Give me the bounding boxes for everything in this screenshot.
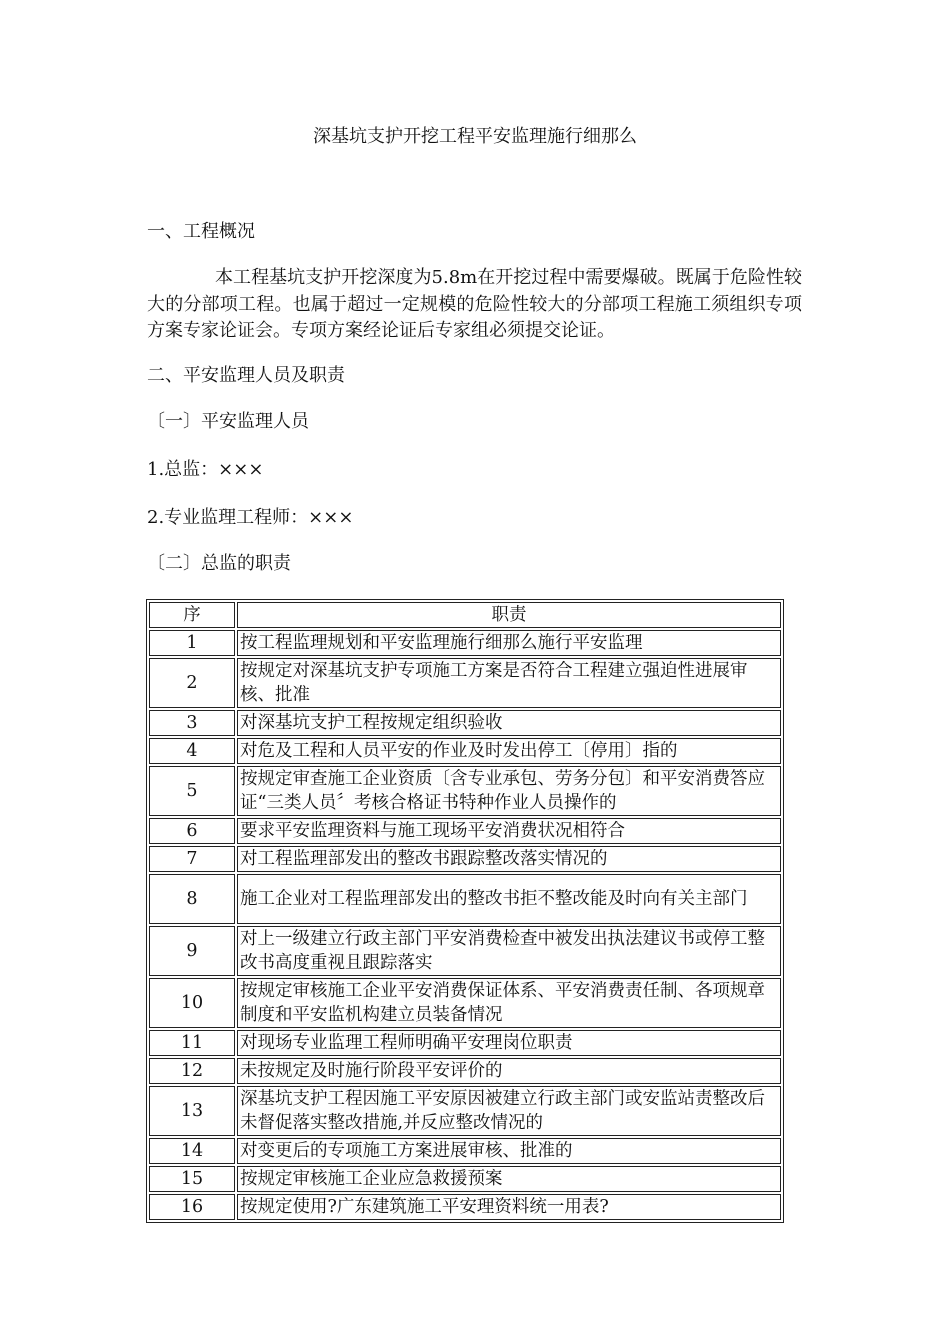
- row-number: 9: [149, 926, 235, 976]
- table-row: [149, 1030, 781, 1056]
- row-duty: 对变更后的专项施工方案进展审核、批准的: [237, 1138, 781, 1164]
- row-duty: 对工程监理部发出的整改书跟踪整改落实情况的: [237, 846, 781, 872]
- row-duty: 对上一级建立行政主部门平安消费检查中被发出执法建议书或停工整改书高度重视且跟踪落实: [237, 926, 781, 976]
- table-row: [149, 766, 781, 816]
- row-number: 13: [149, 1086, 235, 1136]
- row-number: 2: [149, 658, 235, 708]
- row-number: 8: [149, 874, 235, 924]
- table-row: [149, 1138, 781, 1164]
- table-row: [149, 1058, 781, 1084]
- table-row: [149, 1086, 781, 1136]
- row-duty: 按规定审核施工企业应急救援预案: [237, 1166, 781, 1192]
- row-number: 11: [149, 1030, 235, 1056]
- row-number: 4: [149, 738, 235, 764]
- specialist-engineer-line: 2.专业监理工程师：×××: [147, 507, 354, 528]
- row-duty: 未按规定及时施行阶段平安评价的: [237, 1058, 781, 1084]
- overview-paragraph: 本工程基坑支护开挖深度为5.8m在开挖过程中需要爆破。既属于危险性较大的分部项工程。也属于超过一定规模的危险性较大的分部项工程施工须组织专项方案专家论证会。专项方案经论证后专家组必须提交论证。: [147, 267, 802, 341]
- column-header-number: 序: [149, 602, 235, 628]
- table-row: [149, 658, 781, 708]
- subsection-duties-heading: 〔二〕总监的职责: [147, 553, 291, 574]
- row-number: 3: [149, 710, 235, 736]
- row-duty: 要求平安监理资料与施工现场平安消费状况相符合: [237, 818, 781, 844]
- row-duty: 深基坑支护工程因施工平安原因被建立行政主部门或安监站责整改后未督促落实整改措施,并反应整改情况的: [237, 1086, 781, 1136]
- table-row: [149, 978, 781, 1028]
- row-duty: 对危及工程和人员平安的作业及时发出停工〔停用〕指的: [237, 738, 781, 764]
- row-number: 12: [149, 1058, 235, 1084]
- duties-table: [146, 599, 784, 1223]
- subsection-personnel-heading: 〔一〕平安监理人员: [147, 411, 309, 432]
- row-number: 5: [149, 766, 235, 816]
- table-row: [149, 630, 781, 656]
- table-header-row: [149, 602, 781, 628]
- row-duty: 按规定审核施工企业平安消费保证体系、平安消费责任制、各项规章制度和平安监机构建立员装备情况: [237, 978, 781, 1028]
- row-number: 14: [149, 1138, 235, 1164]
- row-number: 15: [149, 1166, 235, 1192]
- table-row: [149, 874, 781, 924]
- row-duty: 按规定对深基坑支护专项施工方案是否符合工程建立强迫性进展审核、批准: [237, 658, 781, 708]
- table-row: [149, 926, 781, 976]
- row-duty: 按工程监理规划和平安监理施行细那么施行平安监理: [237, 630, 781, 656]
- page-title: 深基坑支护开挖工程平安监理施行细那么: [313, 126, 637, 147]
- table-row: [149, 738, 781, 764]
- table-row: [149, 846, 781, 872]
- row-number: 1: [149, 630, 235, 656]
- section2-heading: 二、平安监理人员及职责: [147, 365, 345, 386]
- row-duty: 对深基坑支护工程按规定组织验收: [237, 710, 781, 736]
- row-duty: 对现场专业监理工程师明确平安理岗位职责: [237, 1030, 781, 1056]
- row-number: 6: [149, 818, 235, 844]
- row-number: 16: [149, 1194, 235, 1220]
- chief-supervisor-line: 1.总监：×××: [147, 459, 264, 480]
- row-duty: 按规定使用?广东建筑施工平安理资料统一用表?: [237, 1194, 781, 1220]
- section1-heading: 一、工程概况: [147, 221, 255, 242]
- row-number: 7: [149, 846, 235, 872]
- table-row: [149, 1194, 781, 1220]
- row-number: 10: [149, 978, 235, 1028]
- table-row: [149, 710, 781, 736]
- row-duty: 施工企业对工程监理部发出的整改书拒不整改能及时向有关主部门: [237, 874, 781, 924]
- column-header-duty: 职责: [237, 602, 781, 628]
- table-row: [149, 1166, 781, 1192]
- table-row: [149, 818, 781, 844]
- row-duty: 按规定审查施工企业资质〔含专业承包、劳务分包〕和平安消费答应证“三类人员〞考核合格证书特种作业人员操作的: [237, 766, 781, 816]
